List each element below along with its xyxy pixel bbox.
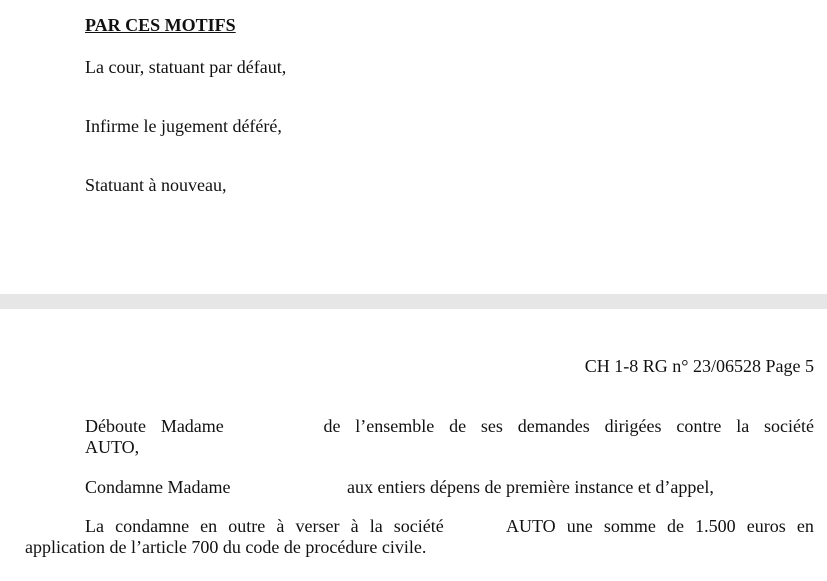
paragraph-condamne-part2: aux entiers dépens de première instance et d’appel, — [347, 477, 714, 497]
page-separator — [0, 294, 827, 309]
word: l’ensemble — [355, 416, 435, 436]
word: Déboute — [85, 416, 146, 436]
word: en — [200, 516, 218, 536]
word: ses — [480, 416, 503, 436]
word: à — [276, 516, 285, 536]
word: dirigées — [604, 416, 662, 436]
word: contre — [676, 416, 722, 436]
word: à — [350, 516, 359, 536]
word: somme — [603, 516, 656, 536]
word: en — [796, 516, 814, 536]
word: de — [667, 516, 684, 536]
paragraph-article700-line2: application de l’article 700 du code de procédure civile. — [25, 537, 427, 557]
page-header-reference: CH 1-8 RG n° 23/06528 Page 5 — [584, 356, 814, 376]
word: la — [369, 516, 383, 536]
paragraph-condamne-part1: Condamne Madame — [85, 477, 231, 497]
document-page-bottom — [0, 309, 827, 581]
word: AUTO — [506, 516, 556, 536]
word: La — [85, 516, 104, 536]
word: outre — [228, 516, 266, 536]
word: société — [393, 516, 444, 536]
word: de — [449, 416, 467, 436]
paragraph-article700-line1 — [85, 516, 814, 536]
ruling-line-statuant-nouveau: Statuant à nouveau, — [85, 175, 227, 195]
word: condamne — [115, 516, 190, 536]
word: euros — [746, 516, 786, 536]
word: la — [736, 416, 750, 436]
word: 1.500 — [695, 516, 736, 536]
redacted-company — [455, 516, 495, 536]
paragraph-deboute-line2: AUTO, — [85, 437, 140, 457]
ruling-line-infirme: Infirme le jugement déféré, — [85, 116, 282, 136]
word: Madame — [160, 416, 224, 436]
word: de — [323, 416, 341, 436]
word: une — [566, 516, 593, 536]
word: société — [764, 416, 814, 436]
word: verser — [295, 516, 340, 536]
ruling-line-statuant-defaut: La cour, statuant par défaut, — [85, 57, 287, 77]
section-heading: PAR CES MOTIFS — [85, 15, 236, 35]
paragraph-deboute-line1 — [85, 416, 814, 436]
word: demandes — [517, 416, 590, 436]
redacted-name — [239, 416, 309, 436]
